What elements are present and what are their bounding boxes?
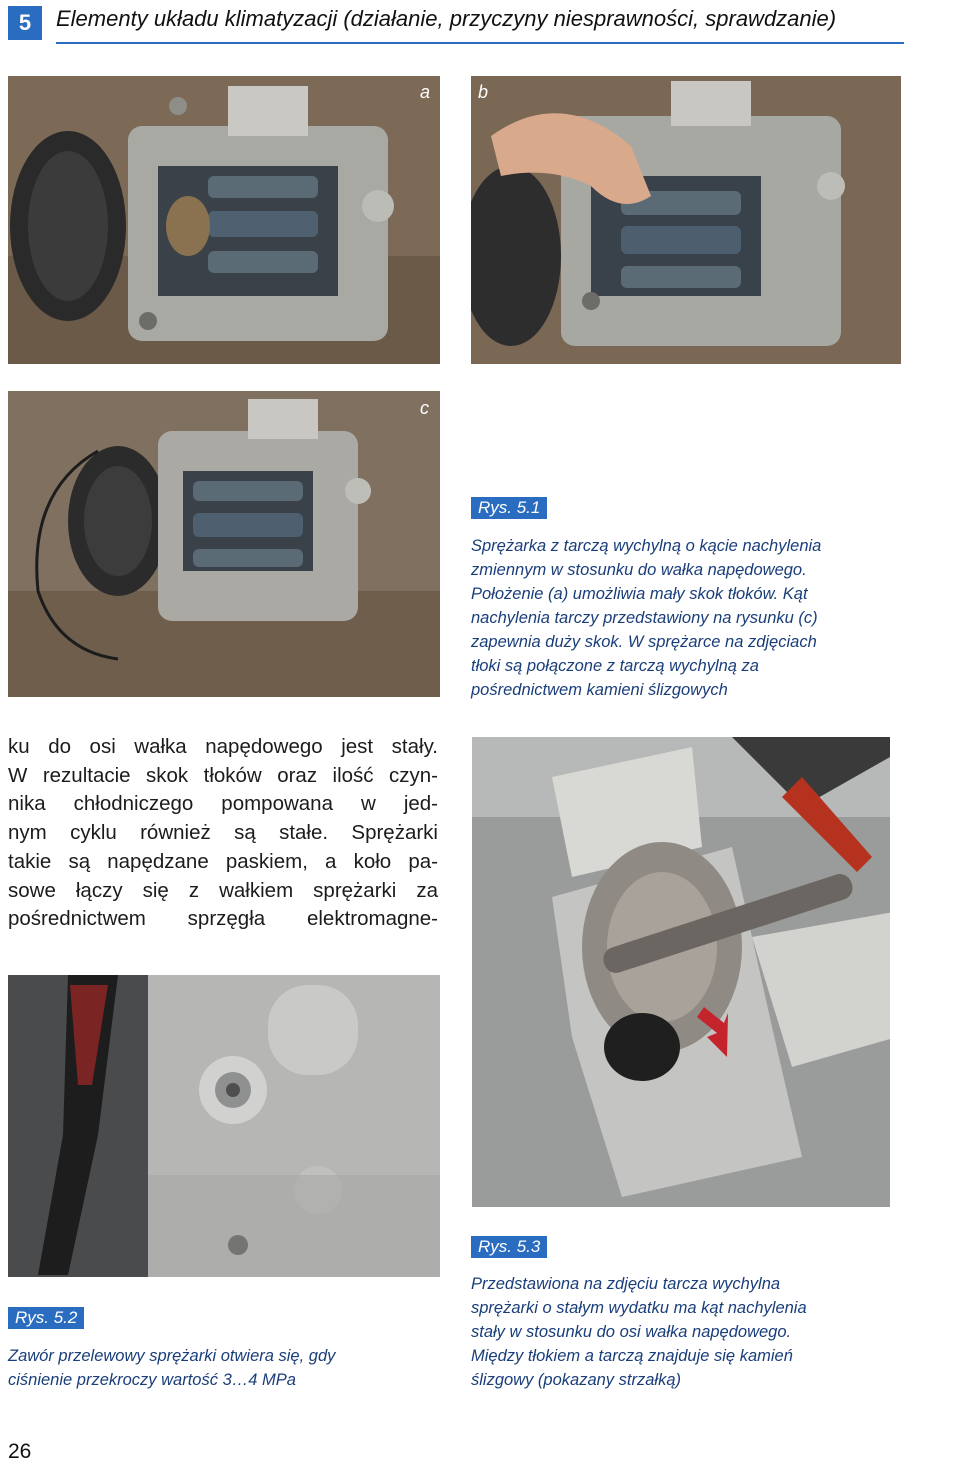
figure-caption-5-3 (471, 1272, 911, 1392)
compressor-illustration-b (471, 76, 901, 364)
photo-b-compressor-finger (471, 76, 901, 364)
caption-line: sprężarki o stałym wydatku ma kąt nachylenia (471, 1299, 807, 1317)
caption-line: Położenie (a) umożliwia mały skok tłoków. Kąt (471, 585, 808, 603)
figure-caption-5-1 (471, 534, 911, 702)
caption-line: nachylenia tarczy przedstawiony na rysunku (c) (471, 609, 818, 627)
figure-label-5-1: Rys. 5.1 (471, 497, 547, 519)
caption-line: Sprężarka z tarczą wychylną o kącie nachylenia (471, 537, 822, 555)
photo-c-compressor-large-stroke (8, 391, 440, 697)
photo-label-c: c (420, 398, 429, 418)
caption-line: tłoki są połączone z tarczą wychylną za (471, 657, 759, 675)
photo-a-compressor-small-stroke (8, 76, 440, 364)
photo-label-b: b (478, 82, 489, 102)
caption-line: ciśnienie przekroczy wartość 3…4 MPa (8, 1371, 296, 1389)
relief-valve-illustration (8, 975, 440, 1277)
body-line: W rezultacie skok tłoków oraz ilość czyn- (8, 763, 438, 787)
figure-label-5-3: Rys. 5.3 (471, 1236, 547, 1258)
photo-label-a: a (420, 82, 431, 102)
body-line: pośrednictwem sprzęgła elektromagne- (8, 907, 438, 931)
caption-line: Przedstawiona na zdjęciu tarcza wychylna (471, 1275, 781, 1293)
figure-caption-5-2 (8, 1344, 448, 1392)
chapter-number-badge: 5 (8, 6, 42, 40)
compressor-illustration-c (8, 391, 440, 697)
body-line: sowe łączy się z wałkiem sprężarki za (8, 878, 438, 902)
caption-line: pośrednictwem kamieni ślizgowych (471, 681, 728, 699)
caption-line: ślizgowy (pokazany strzałką) (471, 1371, 681, 1389)
caption-line: stały w stosunku do osi wałka napędowego. (471, 1323, 792, 1341)
figure-label-5-2: Rys. 5.2 (8, 1307, 84, 1329)
body-paragraph (8, 733, 438, 934)
caption-line: zapewnia duży skok. W sprężarce na zdjęciach (471, 633, 817, 651)
page-title: Elementy układu klimatyzacji (działanie, przyczyny niesprawności, sprawdzanie) (56, 6, 837, 31)
body-line: nym cyklu również są stałe. Sprężarki (8, 821, 438, 845)
body-line: nika chłodniczego pompowana w jed- (8, 792, 438, 816)
body-line: ku do osi wałka napędowego jest stały. (8, 735, 438, 758)
swash-plate-illustration (472, 737, 890, 1207)
caption-line: Między tłokiem a tarczą znajduje się kamień (471, 1347, 793, 1365)
compressor-illustration-a (8, 76, 440, 364)
page-number: 26 (8, 1440, 32, 1463)
photo-swash-plate (472, 737, 890, 1207)
body-line: takie są napędzane paskiem, a koło pa- (8, 849, 438, 873)
header-divider (56, 42, 904, 44)
caption-line: zmiennym w stosunku do wałka napędowego. (471, 561, 807, 579)
caption-line: Zawór przelewowy sprężarki otwiera się, gdy (8, 1347, 336, 1365)
photo-relief-valve (8, 975, 440, 1277)
